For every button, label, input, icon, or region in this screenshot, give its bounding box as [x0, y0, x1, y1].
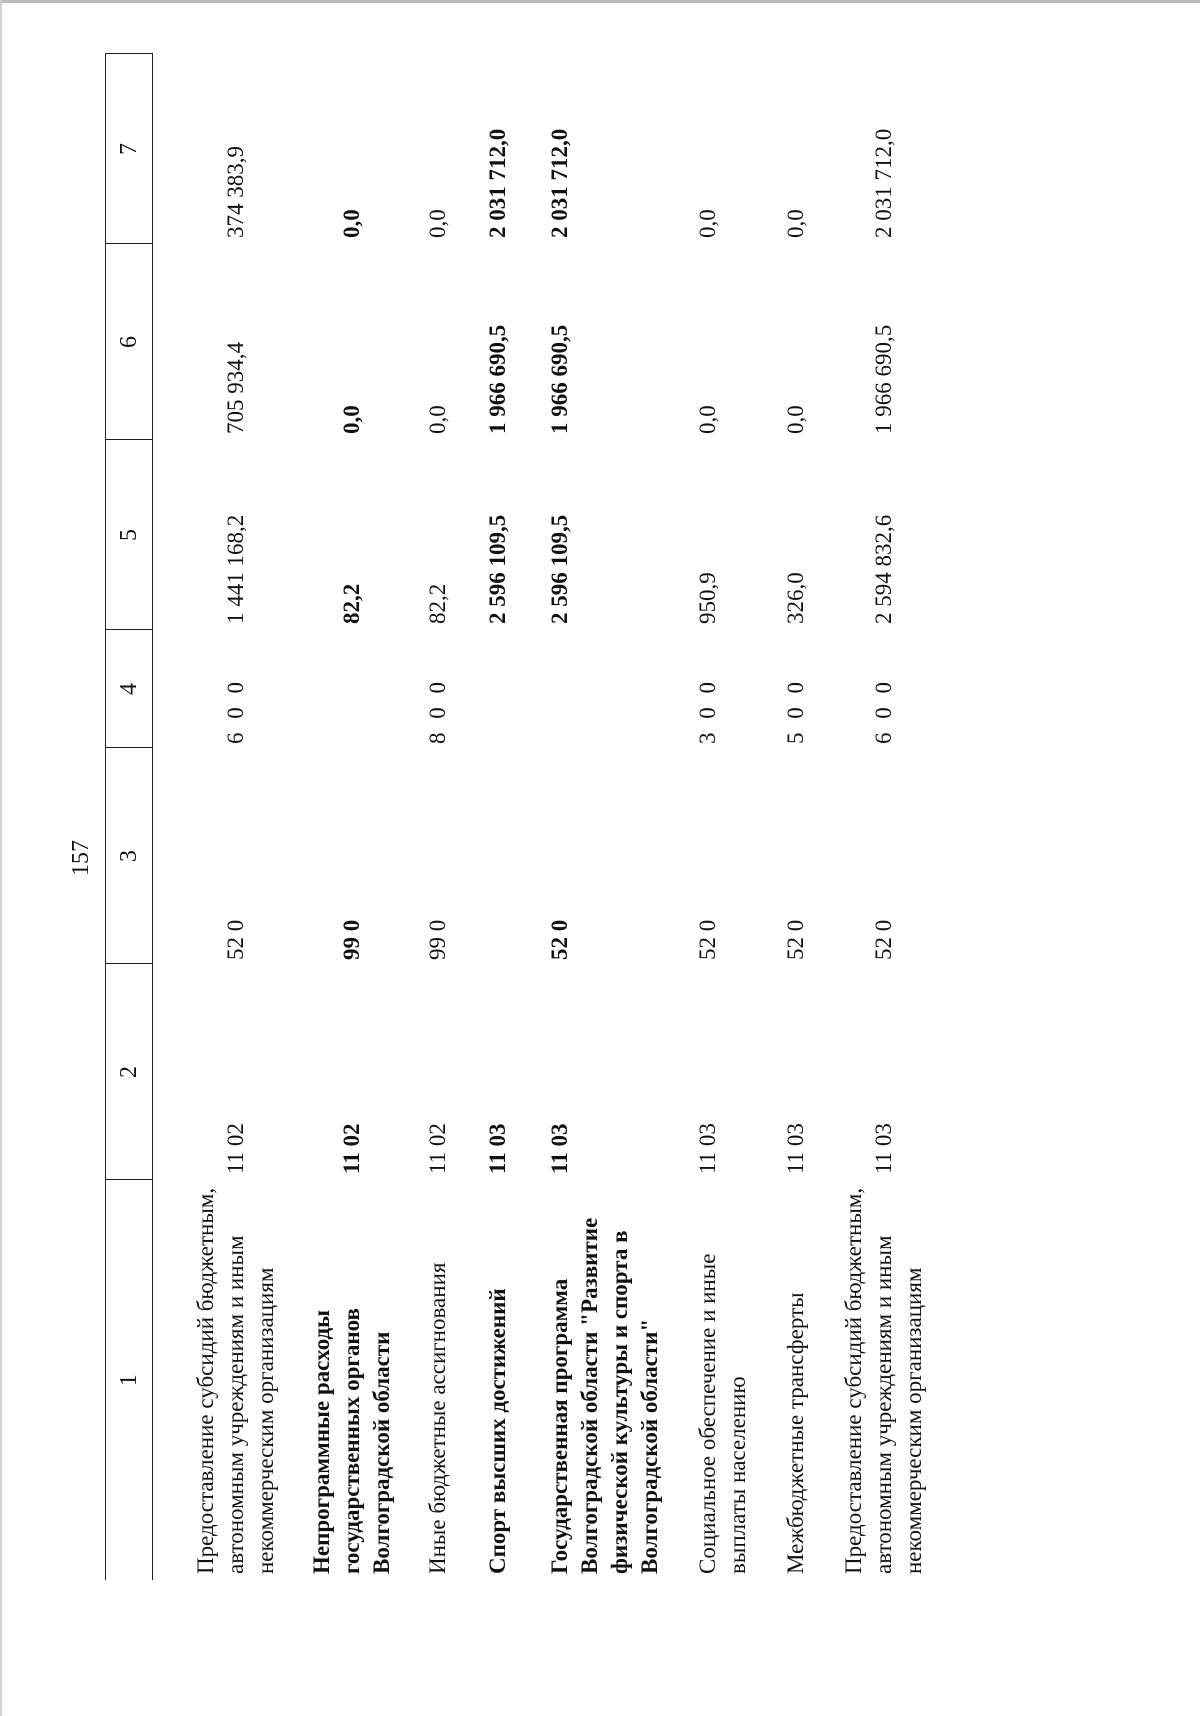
row-amount-col6: 0,0: [695, 405, 720, 434]
col-header-3: 3: [106, 748, 153, 964]
row-name: Социальное обеспечение и иные выплаты населению: [695, 1253, 750, 1574]
row-amount-col6: 0,0: [425, 405, 450, 434]
row-amount-col5: 2 596 109,5: [485, 514, 510, 624]
table-row: [397, 54, 453, 1580]
col-header-5: 5: [106, 440, 153, 630]
row-program-code: 99 0: [339, 919, 364, 960]
row-program-code: 52 0: [871, 919, 896, 960]
row-program-code: 52 0: [547, 919, 572, 960]
row-expense-type: 3 0 0: [695, 678, 720, 744]
row-name: Спорт высших достижений: [485, 1288, 510, 1574]
table-header-row: [106, 54, 153, 1580]
row-amount-col7: 0,0: [695, 209, 720, 238]
col-header-7: 7: [106, 54, 153, 244]
col-header-1: 1: [106, 1180, 153, 1580]
row-program-code: 52 0: [223, 919, 248, 960]
row-amount-col6: 705 934,4: [223, 342, 248, 434]
row-section-code: 11 03: [547, 1123, 572, 1174]
table-row: [513, 54, 665, 1580]
row-expense-type: 8 0 0: [425, 678, 450, 744]
row-amount-col5: 2 596 109,5: [547, 514, 572, 624]
row-program-code: 52 0: [695, 919, 720, 960]
row-program-code: 99 0: [425, 919, 450, 960]
page-number: 157: [68, 840, 94, 876]
table-row: [811, 54, 929, 1580]
row-expense-type: 5 0 0: [783, 678, 808, 744]
row-name: Непрограммные расходы государственных органов Волгоградской области: [309, 1308, 394, 1574]
row-section-code: 11 03: [485, 1123, 510, 1174]
row-amount-col7: 2 031 712,0: [485, 128, 510, 238]
row-name: Предоставление субсидий бюджетным, автономным учреждениям и иным некоммерческим организациям: [193, 1187, 278, 1574]
row-section-code: 11 03: [871, 1123, 896, 1174]
row-amount-col6: 1 966 690,5: [871, 324, 896, 434]
row-amount-col6: 1 966 690,5: [485, 324, 510, 434]
row-name: Предоставление субсидий бюджетным, автономным учреждениям и иным некоммерческим организациям: [841, 1187, 926, 1574]
row-amount-col7: 0,0: [425, 209, 450, 238]
row-section-code: 11 03: [695, 1123, 720, 1174]
table-row: [281, 54, 397, 1580]
row-section-code: 11 02: [339, 1123, 364, 1174]
table-row: [153, 54, 282, 1580]
row-section-code: 11 02: [223, 1123, 248, 1174]
row-program-code: 52 0: [783, 919, 808, 960]
budget-table: [105, 54, 929, 1581]
row-expense-type: [453, 630, 513, 748]
row-amount-col5: 2 594 832,6: [871, 514, 896, 624]
row-amount-col6: 0,0: [783, 405, 808, 434]
row-amount-col6: 1 966 690,5: [547, 324, 572, 434]
row-amount-col7: 0,0: [339, 209, 364, 238]
row-name: Иные бюджетные ассигнования: [425, 1262, 450, 1574]
row-name: Государственная программа Волгоградской области "Развитие физической культуры и спорта в Волгоградской области": [547, 1217, 662, 1574]
table-row: [753, 54, 811, 1580]
row-expense-type: [281, 630, 397, 748]
row-amount-col5: 1 441 168,2: [223, 514, 248, 624]
row-amount-col7: 374 383,9: [223, 146, 248, 238]
row-section-code: 11 03: [783, 1123, 808, 1174]
row-name: Межбюджетные трансферты: [783, 1292, 808, 1574]
table-body: [153, 54, 930, 1580]
row-amount-col7: 0,0: [783, 209, 808, 238]
row-expense-type: [513, 630, 665, 748]
table-row: [453, 54, 513, 1580]
row-amount-col7: 2 031 712,0: [871, 128, 896, 238]
row-expense-type: 6 0 0: [871, 678, 896, 744]
row-section-code: 11 02: [425, 1123, 450, 1174]
row-amount-col5: 326,0: [783, 572, 808, 624]
table-row: [665, 54, 753, 1580]
col-header-6: 6: [106, 244, 153, 440]
row-amount-col5: 950,9: [695, 572, 720, 624]
row-expense-type: 6 0 0: [223, 678, 248, 744]
col-header-2: 2: [106, 964, 153, 1180]
row-amount-col7: 2 031 712,0: [547, 128, 572, 238]
row-amount-col6: 0,0: [339, 405, 364, 434]
row-program-code: [453, 748, 513, 964]
row-amount-col5: 82,2: [339, 583, 364, 624]
row-amount-col5: 82,2: [425, 583, 450, 624]
col-header-4: 4: [106, 630, 153, 748]
